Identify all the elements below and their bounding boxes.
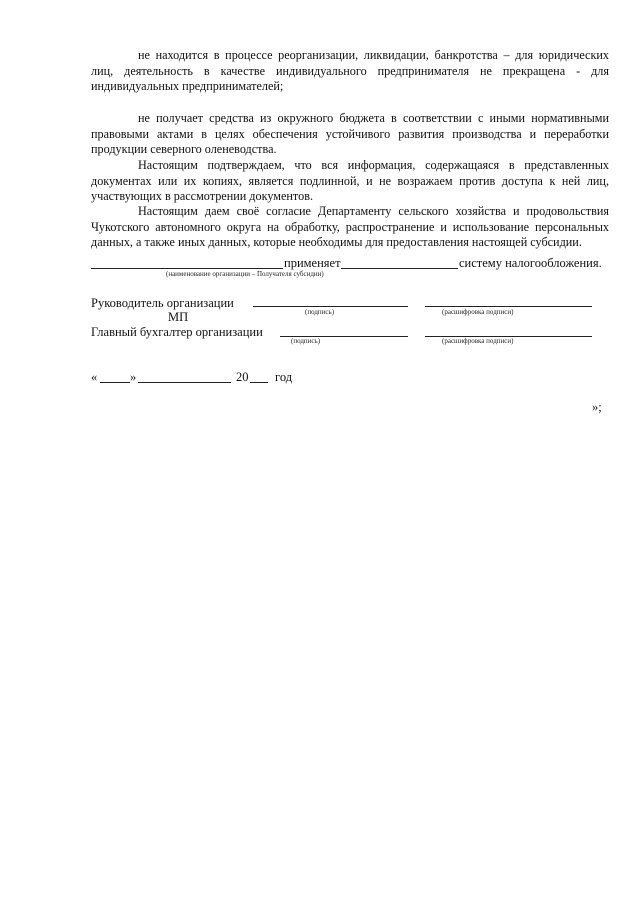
accountant-label: Главный бухгалтер организации (91, 325, 263, 339)
org-name-blank[interactable] (91, 268, 283, 269)
date-day-blank[interactable] (100, 382, 130, 383)
head-label: Руководитель организации (91, 296, 234, 310)
date-year-prefix: 20 (236, 370, 249, 384)
paragraph-no-budget-funds: не получает средства из окружного бюджета в соответствии с иными нормативными правовыми актами в целях обеспечения устойчивого развития производства и переработки продукции северного оленеводства. (91, 111, 609, 157)
accountant-decoding-caption: (расшифровка подписи) (442, 337, 514, 345)
mp-seal-label: МП (168, 310, 189, 324)
org-name-caption: (наименование организации – Получателя субсидии) (166, 270, 324, 278)
tax-system-text: систему налогообложения. (459, 256, 602, 270)
date-open-quote: « (91, 370, 98, 384)
head-signature-blank[interactable] (253, 306, 408, 307)
paragraph-not-reorganizing: не находится в процессе реорганизации, ликвидации, банкротства – для юридических лиц, деятельность в качестве индивидуального предпринимателя не прекращена - для индивидуальных предпринимателей; (91, 48, 609, 94)
head-signature-caption: (подпись) (305, 308, 335, 316)
date-year-blank[interactable] (250, 382, 268, 383)
head-decoding-caption: (расшифровка подписи) (442, 308, 514, 316)
applies-text: применяет (284, 256, 341, 270)
date-close-quote: » (130, 370, 137, 384)
date-year-word: год (275, 370, 293, 384)
closing-mark: »; (592, 400, 602, 414)
accountant-signature-caption: (подпись) (291, 337, 321, 345)
tax-system-blank[interactable] (341, 268, 458, 269)
head-decoding-blank[interactable] (425, 306, 592, 307)
paragraph-confirmation: Настоящим подтверждаем, что вся информация, содержащаяся в представленных документах или их копиях, является подлинной, и не возражаем против доступа к ней лиц, участвующих в рассмотрении документов. (91, 158, 609, 204)
paragraph-consent: Настоящим даем своё согласие Департаменту сельского хозяйства и продовольствия Чукотского автономного округа на обработку, распространение и использование персональных данных, а также иных данных, которые необходимы для предоставления настоящей субсидии. (91, 204, 609, 250)
date-month-blank[interactable] (138, 382, 231, 383)
